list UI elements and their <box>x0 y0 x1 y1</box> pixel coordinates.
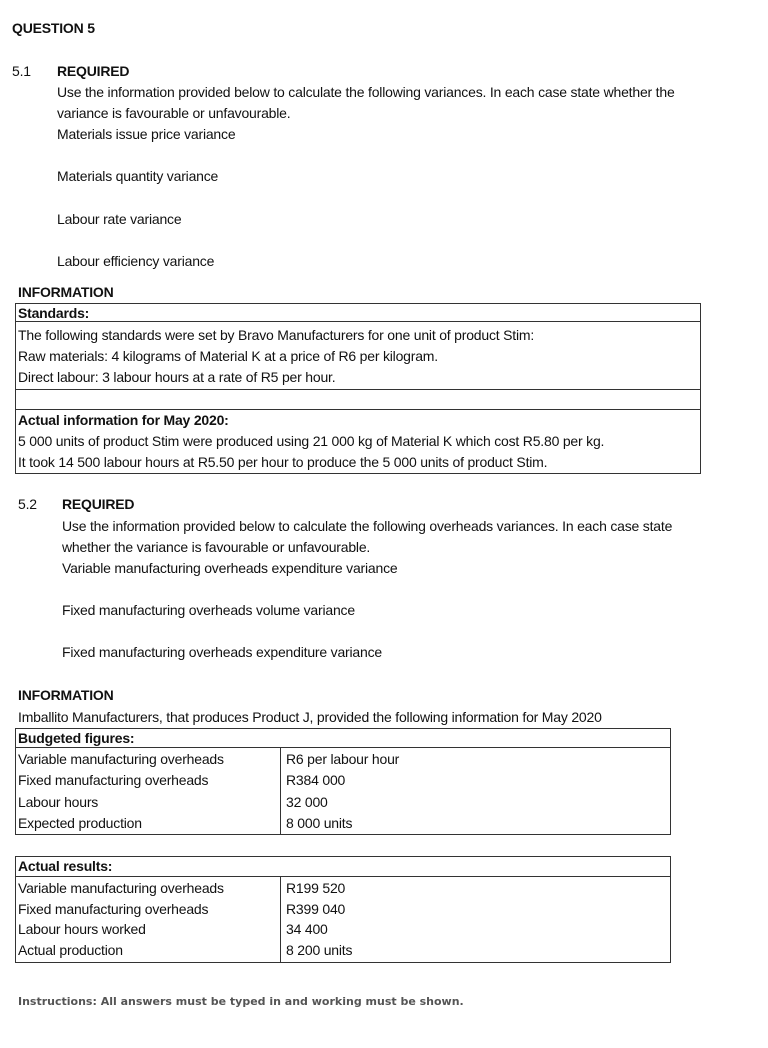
q52-item-variable-expenditure: Variable manufacturing overheads expenditure variance <box>62 560 398 576</box>
actual-results-label: Labour hours worked <box>18 921 146 937</box>
standards-heading: Standards: <box>18 305 90 321</box>
budgeted-label: Fixed manufacturing overheads <box>18 772 209 788</box>
standards-line: Direct labour: 3 labour hours at a rate of R5 per hour. <box>18 369 336 385</box>
budgeted-value: 32 000 <box>286 794 328 810</box>
budgeted-label: Labour hours <box>18 794 99 810</box>
q52-instruction-line1: Use the information provided below to calculate the following overheads variances. In each case state <box>62 518 673 534</box>
q51-item-rate-variance: Labour rate variance <box>57 211 182 227</box>
q52-number: 5.2 <box>18 496 37 512</box>
column-divider <box>280 747 281 835</box>
actual-results-value: R199 520 <box>286 880 346 896</box>
q52-info-heading: INFORMATION <box>18 687 114 703</box>
actual-results-label: Fixed manufacturing overheads <box>18 901 209 917</box>
q52-required-heading: REQUIRED <box>62 496 135 512</box>
divider <box>15 321 701 322</box>
actual-results-value: 8 200 units <box>286 942 353 958</box>
page-title: QUESTION 5 <box>12 20 95 36</box>
actual-results-label: Actual production <box>18 942 123 958</box>
budgeted-value: 8 000 units <box>286 815 353 831</box>
budgeted-heading: Budgeted figures: <box>18 730 135 746</box>
actual-results-value: R399 040 <box>286 901 346 917</box>
column-divider <box>280 876 281 963</box>
actual-info-line: 5 000 units of product Stim were produced using 21 000 kg of Material K which cost R5.80 per kg. <box>18 433 605 449</box>
actual-info-line: It took 14 500 labour hours at R5.50 per hour to produce the 5 000 units of product Stim. <box>18 454 548 470</box>
actual-info-heading: Actual information for May 2020: <box>18 412 229 428</box>
budgeted-value: R6 per labour hour <box>286 751 400 767</box>
divider <box>15 409 701 410</box>
budgeted-value: R384 000 <box>286 772 346 788</box>
actual-results-value: 34 400 <box>286 921 328 937</box>
q52-intro: Imballito Manufacturers, that produces Product J, provided the following information for May 2020 <box>18 709 602 725</box>
divider <box>15 389 701 390</box>
q51-instruction-line1: Use the information provided below to calculate the following variances. In each case state whether the <box>57 84 675 100</box>
divider <box>15 876 671 877</box>
budgeted-label: Variable manufacturing overheads <box>18 751 224 767</box>
q51-number: 5.1 <box>12 63 31 79</box>
actual-results-heading: Actual results: <box>18 858 113 874</box>
q51-item-quantity-variance: Materials quantity variance <box>57 168 219 184</box>
q52-instruction-line2: whether the variance is favourable or unfavourable. <box>62 539 371 555</box>
budgeted-label: Expected production <box>18 815 142 831</box>
footer-instructions: Instructions: All answers must be typed in and working must be shown. <box>18 995 464 1008</box>
q51-info-heading: INFORMATION <box>18 284 114 300</box>
standards-line: Raw materials: 4 kilograms of Material K at a price of R6 per kilogram. <box>18 348 438 364</box>
q51-instruction-line2: variance is favourable or unfavourable. <box>57 105 291 121</box>
standards-line: The following standards were set by Bravo Manufacturers for one unit of product Stim: <box>18 327 535 343</box>
divider <box>15 747 671 748</box>
actual-results-label: Variable manufacturing overheads <box>18 880 224 896</box>
q51-item-efficiency-variance: Labour efficiency variance <box>57 253 215 269</box>
q51-required-heading: REQUIRED <box>57 63 130 79</box>
q52-item-fixed-expenditure: Fixed manufacturing overheads expenditure variance <box>62 644 382 660</box>
q51-item-price-variance: Materials issue price variance <box>57 126 236 142</box>
q52-item-fixed-volume: Fixed manufacturing overheads volume variance <box>62 602 355 618</box>
